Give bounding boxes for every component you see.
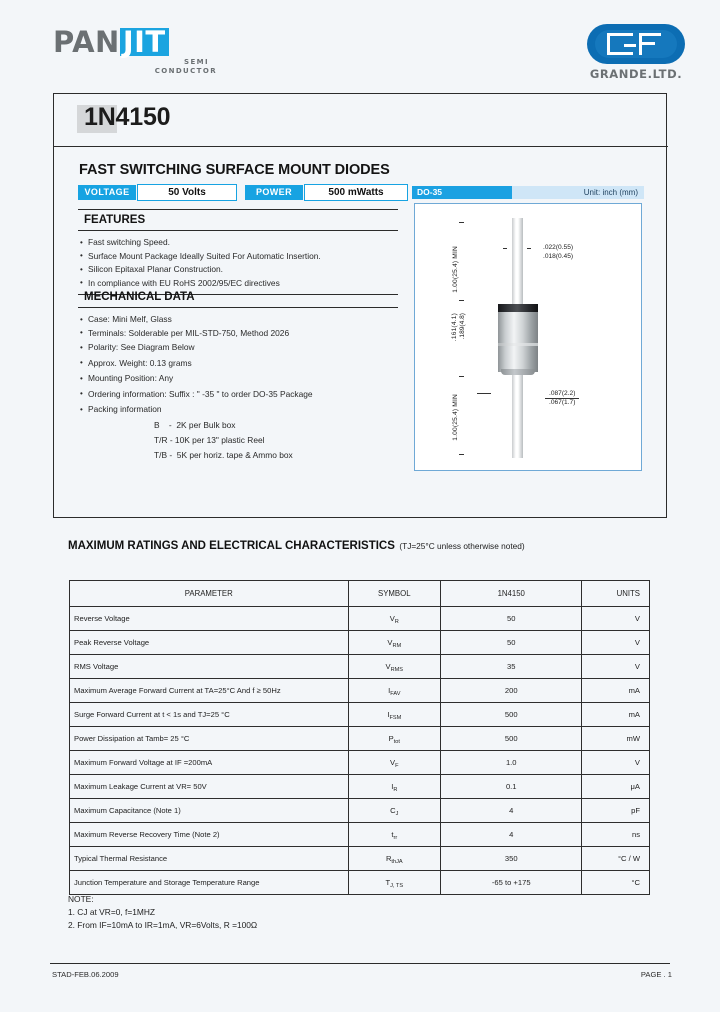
dim-tick — [477, 393, 491, 394]
note-line: 2. From IF=10mA to IR=1mA, VR=6Volts, R =100Ω — [68, 920, 258, 930]
cell-symbol: $V_{RM}$ — [348, 631, 441, 655]
list-item: • Surface Mount Package Ideally Suited For Automatic Insertion. — [78, 250, 398, 264]
cell-symbol: $P_{tot}$ — [348, 727, 441, 751]
cell-value: 50 — [441, 607, 582, 631]
cell-symbol: $T_{J, TS}$ — [348, 871, 441, 895]
power-badge-label: POWER — [245, 185, 303, 200]
cell-parameter: Power Dissipation at Tamb= 25 °C — [70, 727, 349, 751]
table-row — [70, 751, 650, 775]
notes-heading: NOTE: — [68, 894, 94, 904]
cell-parameter: Junction Temperature and Storage Temperature Range — [70, 871, 349, 895]
cell-unit: mA — [582, 703, 650, 727]
grande-logo-text: GRANDE.LTD. — [589, 67, 683, 81]
cell-symbol: $I_R$ — [348, 775, 441, 799]
packing-option-reel: T/R - 10K per 13" plastic Reel — [154, 434, 265, 445]
ratings-table-body — [70, 607, 650, 895]
spec-badge-row — [78, 184, 423, 201]
cell-symbol: $t_{rr}$ — [348, 823, 441, 847]
cell-value: 500 — [441, 703, 582, 727]
table-row — [70, 799, 650, 823]
dim-body-length-min: .161(4.1) — [451, 313, 458, 342]
cell-parameter: Surge Forward Current at t < 1s and TJ=25 °C — [70, 703, 349, 727]
table-row — [70, 775, 650, 799]
list-item: • Case: Mini Melf, Glass — [78, 313, 398, 327]
cell-unit: V — [582, 607, 650, 631]
table-row — [70, 871, 650, 895]
dim-tick — [527, 248, 531, 249]
features-heading: FEATURES — [84, 214, 146, 226]
cell-value: -65 to +175 — [441, 871, 582, 895]
cell-unit: ns — [582, 823, 650, 847]
cell-value: 0.1 — [441, 775, 582, 799]
cell-parameter: RMS Voltage — [70, 655, 349, 679]
cell-unit: °C — [582, 871, 650, 895]
table-header-row — [70, 581, 650, 607]
voltage-badge-value: 50 Volts — [137, 184, 237, 201]
document-revision: STAD-FEB.06.2009 — [52, 970, 119, 979]
ratings-heading-text: MAXIMUM RATINGS AND ELECTRICAL CHARACTERISTICS — [68, 540, 395, 552]
cell-value: 500 — [441, 727, 582, 751]
dim-tick — [503, 248, 507, 249]
dim-body-length-max: .189(4.8) — [459, 313, 466, 340]
cell-parameter: Typical Thermal Resistance — [70, 847, 349, 871]
panjit-subtitle-semi: SEMI — [184, 58, 209, 66]
panjit-jit-text: JIT — [120, 28, 169, 56]
cell-symbol: $V_R$ — [348, 607, 441, 631]
mechanical-data-heading: MECHANICAL DATA — [84, 291, 195, 303]
cell-unit: mW — [582, 727, 650, 751]
list-item: • Mounting Position: Any — [78, 371, 398, 387]
list-item: • Approx. Weight: 0.13 grams — [78, 356, 398, 372]
column-header-parameter: PARAMETER — [70, 581, 349, 607]
dim-tick — [459, 376, 464, 377]
cell-parameter: Maximum Leakage Current at VR= 50V — [70, 775, 349, 799]
page-title: 1N4150 — [84, 103, 171, 131]
column-header-symbol: SYMBOL — [348, 581, 441, 607]
features-section — [78, 209, 398, 295]
dim-tick — [459, 222, 464, 223]
package-type-label: DO-35 — [412, 186, 512, 199]
ratings-table — [69, 580, 650, 895]
diagram-unit-label: Unit: inch (mm) — [512, 186, 644, 199]
cell-symbol: $V_F$ — [348, 751, 441, 775]
dim-tick — [459, 454, 464, 455]
cell-symbol: $C_J$ — [348, 799, 441, 823]
grande-emblem-icon — [587, 24, 685, 64]
mechanical-data-section — [78, 287, 398, 467]
cell-parameter: Peak Reverse Voltage — [70, 631, 349, 655]
cell-value: 35 — [441, 655, 582, 679]
product-title: FAST SWITCHING SURFACE MOUNT DIODES — [79, 162, 390, 178]
packing-option-bulk: B - 2K per Bulk box — [154, 419, 236, 430]
table-row — [70, 847, 650, 871]
table-row — [70, 655, 650, 679]
features-list — [78, 231, 398, 294]
cell-parameter: Maximum Average Forward Current at TA=25°C And f ≥ 50Hz — [70, 679, 349, 703]
list-item: • Polarity: See Diagram Below — [78, 340, 398, 356]
page-header — [0, 0, 720, 92]
footer-divider — [50, 963, 670, 964]
panjit-subtitle-conductor: CONDUCTOR — [154, 67, 217, 75]
column-header-device: 1N4150 — [441, 581, 582, 607]
ratings-heading — [68, 536, 668, 554]
cell-value: 50 — [441, 631, 582, 655]
panjit-pan-text: PAN — [53, 25, 120, 59]
notes-block — [68, 893, 257, 932]
frame-divider — [54, 146, 668, 147]
cell-unit: μA — [582, 775, 650, 799]
cell-parameter: Maximum Capacitance (Note 1) — [70, 799, 349, 823]
diagram-header — [412, 186, 644, 199]
dim-lead-length-bottom: 1.00(25.4) MIN — [452, 394, 459, 441]
cell-parameter: Maximum Forward Voltage at IF =200mA — [70, 751, 349, 775]
note-line: 1. CJ at VR=0, f=1MHZ — [68, 907, 156, 917]
cell-value: 1.0 — [441, 751, 582, 775]
dim-tick — [459, 300, 464, 301]
cell-unit: V — [582, 655, 650, 679]
cell-symbol: $R_{thJA}$ — [348, 847, 441, 871]
list-item: • Ordering information: Suffix : " -35 " to order DO-35 Package — [78, 387, 398, 403]
page-number: PAGE . 1 — [640, 970, 672, 979]
list-item: • Silicon Epitaxal Planar Construction. — [78, 263, 398, 277]
mechanical-data-list — [78, 308, 398, 467]
packing-option-ammo: T/B - 5K per horiz. tape & Ammo box — [154, 449, 293, 460]
cell-symbol: $I_{FSM}$ — [348, 703, 441, 727]
cell-value: 350 — [441, 847, 582, 871]
grande-logo — [580, 24, 692, 81]
voltage-badge-label: VOLTAGE — [78, 185, 136, 200]
diagram-canvas — [414, 203, 642, 471]
package-outline-diagram — [412, 186, 644, 474]
list-item: • Packing information — [78, 402, 398, 418]
cell-value: 200 — [441, 679, 582, 703]
cell-value: 4 — [441, 799, 582, 823]
cell-symbol: $V_{RMS}$ — [348, 655, 441, 679]
cell-unit: V — [582, 631, 650, 655]
table-row — [70, 703, 650, 727]
product-info-frame — [53, 93, 667, 518]
cell-unit: mA — [582, 679, 650, 703]
power-badge-value: 500 mWatts — [304, 184, 408, 201]
table-row — [70, 823, 650, 847]
cell-value: 4 — [441, 823, 582, 847]
cell-symbol: $I_{FAV}$ — [348, 679, 441, 703]
table-row — [70, 631, 650, 655]
part-number-block — [54, 94, 668, 146]
cell-parameter: Maximum Reverse Recovery Time (Note 2) — [70, 823, 349, 847]
table-row — [70, 607, 650, 631]
dim-lead-diameter: .022(0.55) .018(0.45) — [543, 244, 574, 260]
diode-body-icon — [498, 312, 538, 372]
cell-unit: °C / W — [582, 847, 650, 871]
cell-unit: V — [582, 751, 650, 775]
list-item: • In compliance with EU RoHS 2002/95/EC directives — [78, 277, 398, 291]
dim-lead-length-top: 1.00(25.4) MIN — [452, 246, 459, 293]
cell-unit: pF — [582, 799, 650, 823]
cell-parameter: Reverse Voltage — [70, 607, 349, 631]
table-row — [70, 679, 650, 703]
table-row — [70, 727, 650, 751]
dim-body-diameter: $\frac{.087(2.2)}{.067(1.7)}$ — [545, 390, 579, 406]
list-item: • Terminals: Solderable per MIL-STD-750, Method 2026 — [78, 327, 398, 341]
ratings-heading-note: (TJ=25°C unless otherwise noted) — [399, 541, 525, 551]
column-header-units: UNITS — [582, 581, 650, 607]
panjit-wordmark — [53, 25, 223, 59]
panjit-logo — [53, 25, 223, 75]
list-item: • Fast switching Speed. — [78, 236, 398, 250]
